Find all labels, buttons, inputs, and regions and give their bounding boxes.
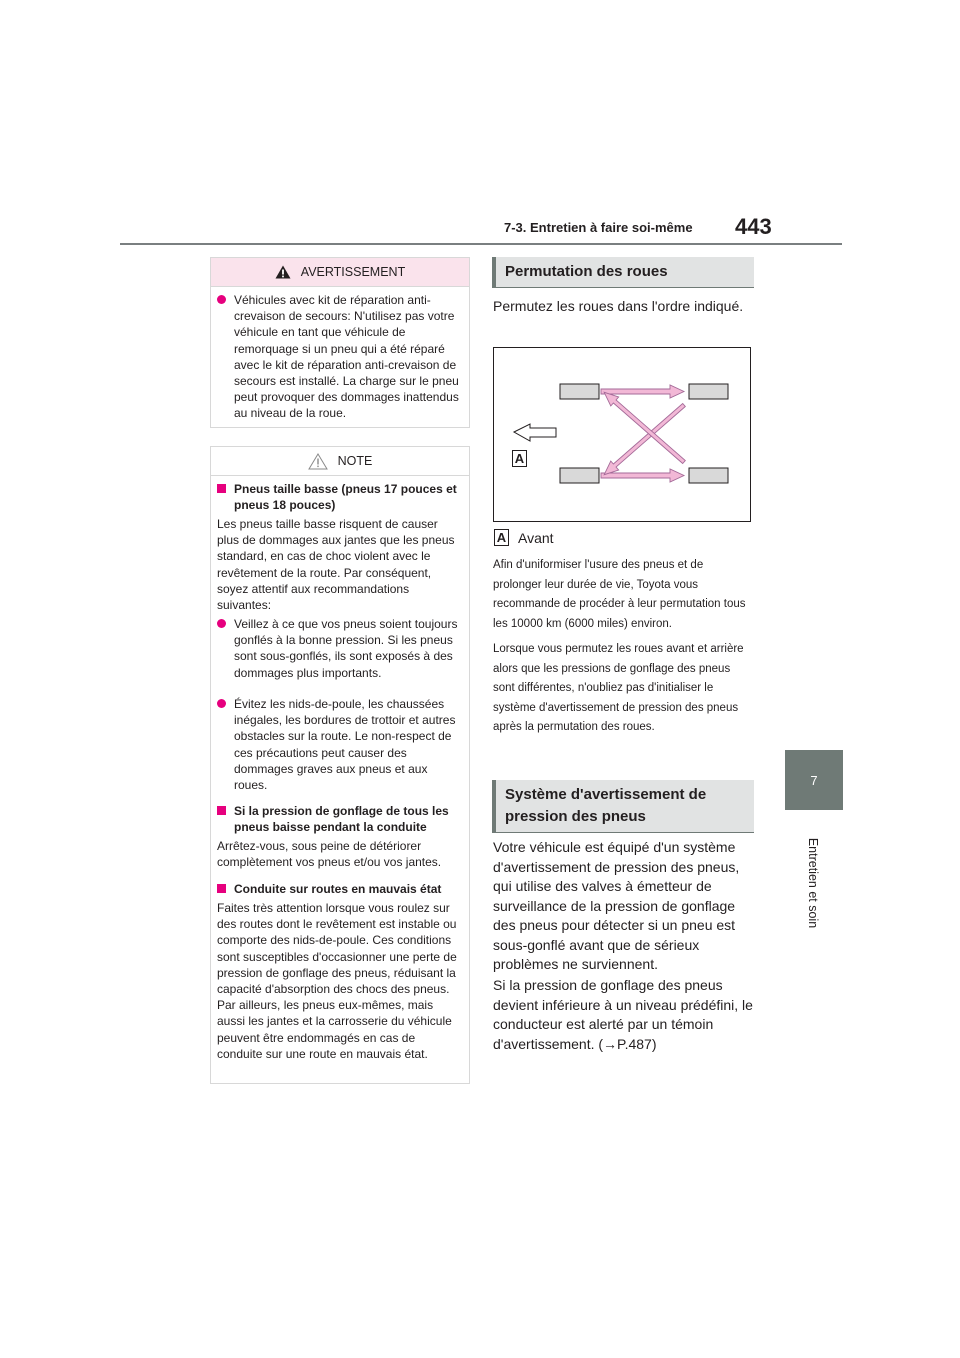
square-bullet-icon bbox=[217, 884, 226, 893]
rotation-diagram-svg bbox=[494, 348, 750, 521]
tire-front-left bbox=[560, 384, 599, 399]
chapter-tab bbox=[785, 750, 843, 810]
note-heading-text: Conduite sur routes en mauvais état bbox=[234, 882, 442, 896]
bullet-dot-icon bbox=[217, 619, 226, 628]
caution-outline-icon bbox=[308, 453, 328, 470]
arrow-front-right-to-rear-left bbox=[600, 400, 688, 479]
rotation-paragraph-1: Afin d'uniformiser l'usure des pneus et de prolonger leur durée de vie, Toyota vous recommande de procéder à leur permutation tous les 10000 km (6000 miles) environ. bbox=[493, 559, 746, 630]
note-heading-bad-roads bbox=[217, 881, 459, 897]
page-number: 443 bbox=[735, 214, 772, 239]
rotation-paragraph-2: Lorsque vous permutez les roues avant et arrière alors que les pressions de gonflage des pneus sont différentes, n'oubliez pas d'initialiser le système d'avertissement de pression des pneus après la permutation des roues. bbox=[493, 643, 744, 733]
tire-rotation-diagram bbox=[493, 347, 751, 522]
note-heading-low-profile bbox=[217, 481, 459, 513]
note-heading-text: Si la pression de gonflage de tous les pneus baisse pendant la conduite bbox=[234, 804, 449, 835]
note-box-title: NOTE bbox=[337, 454, 373, 468]
heading-text: Système d'avertissement de pression des pneus bbox=[505, 786, 707, 825]
rotation-intro: Permutez les roues dans l'ordre indiqué. bbox=[493, 298, 744, 314]
section-heading-rotation bbox=[492, 257, 754, 288]
chapter-title-text: Entretien et soin bbox=[806, 837, 820, 929]
note-bullet-text: Évitez les nids-de-poule, les chaussées inégales, les bordures de trottoir et autres obstacles sur la route. Le non-respect de ces précautions peut causer des dommages graves aux pneus et aux roues. bbox=[234, 697, 456, 793]
legend-label-a: A bbox=[494, 529, 509, 546]
warning-box-header bbox=[211, 258, 469, 287]
note-bullet bbox=[217, 696, 459, 793]
tpms-paragraph-2: Si la pression de gonflage des pneus devient inférieure à un niveau prédéfini, le conducteur est alerté par un témoin d'avertissement. (→P.487) bbox=[493, 977, 753, 1052]
header-divider bbox=[120, 243, 842, 245]
note-paragraph: Faites très attention lorsque vous roulez sur des routes dont le revêtement est instable ou comporte des nids-de-poule. Ces conditions sont susceptibles d'occasionner une perte de pression de gonflage des pneus, réduisant la capacité d'absorption des chocs des pneus. Par ailleurs, les pneus eux-mêmes, mais aussi les jantes et la carrosserie du véhicule peuvent être endommagés en cas de conduite sur une route en mauvais état. bbox=[217, 901, 457, 1061]
legend-text: Avant bbox=[518, 529, 554, 546]
tire-front-right bbox=[689, 384, 728, 399]
heading-text: Permutation des roues bbox=[505, 263, 668, 280]
arrow-rear-right-to-front-left bbox=[600, 388, 688, 467]
warning-icon bbox=[275, 265, 291, 279]
diagram-label-a: A bbox=[512, 450, 527, 467]
front-direction-arrow-icon bbox=[514, 424, 556, 441]
note-heading-pressure-loss bbox=[217, 803, 459, 835]
warning-item-text: Véhicules avec kit de réparation anti-crevaison de secours: N'utilisez pas votre véhicule en tant que véhicule de remorquage si un pneu qui a été réparé avec le kit de réparation anti-crevaison de secours est installé. La charge sur le pneu peut provoquer des dommages inattendus au niveau de la roue. bbox=[234, 293, 459, 421]
bullet-dot-icon bbox=[217, 295, 226, 304]
note-box-header bbox=[211, 447, 469, 476]
tire-rear-left bbox=[560, 468, 599, 483]
note-bullet bbox=[217, 616, 459, 681]
note-box bbox=[210, 446, 470, 1084]
chapter-title bbox=[800, 818, 826, 948]
square-bullet-icon bbox=[217, 484, 226, 493]
warning-box-title: AVERTISSEMENT bbox=[300, 265, 406, 279]
warning-box bbox=[210, 257, 470, 428]
tire-rear-right bbox=[689, 468, 728, 483]
square-bullet-icon bbox=[217, 806, 226, 815]
note-paragraph: Les pneus taille basse risquent de causer plus de dommages aux jantes que les pneus standard, en cas de choc violent avec le revêtement de la route. Par conséquent, soyez attentif aux recommandations suivantes: bbox=[217, 517, 455, 613]
legend-row bbox=[494, 529, 554, 546]
tpms-paragraph-1: Votre véhicule est équipé d'un système d'avertissement de pression des pneus, qui utilise des valves à émetteur de surveillance de la pression de gonflage des pneus pour détecter si un pneu est sous-gonflé avant que de sérieux problèmes ne surviennent. bbox=[493, 839, 740, 972]
warning-item bbox=[217, 292, 459, 422]
note-paragraph: Arrêtez-vous, sous peine de détériorer complètement vos pneus et/ou vos jantes. bbox=[217, 839, 442, 870]
bullet-dot-icon bbox=[217, 699, 226, 708]
note-heading-text: Pneus taille basse (pneus 17 pouces et pneus 18 pouces) bbox=[234, 482, 457, 513]
chapter-number: 7 bbox=[810, 772, 818, 788]
note-bullet-text: Veillez à ce que vos pneus soient toujours gonflés à la bonne pression. Si les pneus sont sous-gonflés, ils sont exposés à des dommages plus importants. bbox=[234, 617, 458, 680]
section-heading-tpms bbox=[492, 780, 754, 833]
section-title: 7-3. Entretien à faire soi-même bbox=[504, 220, 693, 235]
